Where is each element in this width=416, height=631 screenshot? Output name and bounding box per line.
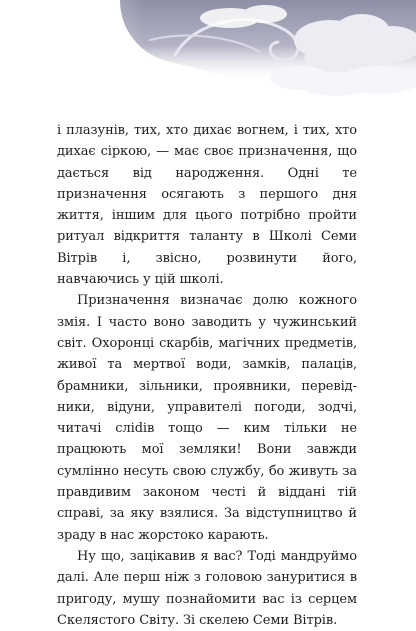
paragraph-2: Призначення визначає долю кожного змія. І часто воно заводить у чужинський світ. Охоронці скарбів, магічних предметів, живої та мертвої води, замків, палаців, брамники, зільники, проявники, перевідники, відуни, управителі погоди, зодчі, читачі сліdів тощо — ким тільки не працюють мої земляки! Вони завжди сумлінно несуть свою службу, бо живуть за правдивим законом честі й віддані тій справі, за яку взялися. За відступництво й зраду в нас жорстоко карають. (57, 293, 357, 543)
paragraph-1: і плазунів, тих, хто дихає вогнем, і тих, хто дихає сіркою, — має своє призначення, що дається від народження. Одні те призначення осягають з першого дня життя, іншим для цього потрібно пройти ритуал відкриття таланту в Школі Семи Вітрів і, звісно, розвинути його, навчаючись у цій школі. (57, 123, 357, 288)
cloud-wind-illustration (0, 0, 416, 100)
paragraph-3: Ну що, зацікавив я вас? Тоді мандруймо далі. Але перш ніж з головою зануритися в пригоду, мушу познайомити вас із серцем Скелястого Світу. Зі скелею Семи Вітрів. (57, 548, 357, 628)
body-text (57, 120, 357, 631)
